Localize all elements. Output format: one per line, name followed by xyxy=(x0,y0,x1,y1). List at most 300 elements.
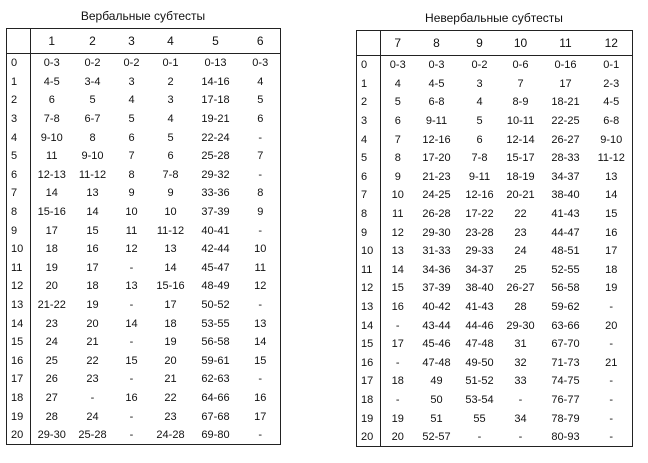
score-range-cell: 14 xyxy=(45,187,58,200)
score-range-cell: 17 xyxy=(605,245,618,258)
score-range-cell: 29-30 xyxy=(506,319,535,332)
score-range-cell: 6 xyxy=(48,94,55,107)
score-range-cell: 2-3 xyxy=(603,77,620,90)
score-range-cell: 12 xyxy=(391,226,404,239)
score-range-cell: 9 xyxy=(167,187,174,200)
score-range-cell: - xyxy=(395,393,400,406)
score-range-cell: 27 xyxy=(45,391,58,404)
score-range-cell: 3 xyxy=(476,77,483,90)
score-range-cell: 37-39 xyxy=(201,206,230,219)
score-range-cell: 80-93 xyxy=(551,431,580,444)
score-range-cell: - xyxy=(129,373,134,386)
table-row xyxy=(357,223,633,242)
subtest-header: 5 xyxy=(191,29,241,54)
score-range-cell: 13 xyxy=(86,187,99,200)
score-range-cell: 14 xyxy=(125,317,138,330)
score-range-cell: 14 xyxy=(164,261,177,274)
score-range-cell: - xyxy=(258,373,263,386)
score-range-cell: 29-30 xyxy=(37,429,66,442)
score-range-cell: 28-33 xyxy=(551,152,580,165)
score-range-cell: 12-13 xyxy=(37,168,66,181)
score-range-cell: 0-3 xyxy=(428,59,445,72)
score-range-cell: 18 xyxy=(605,263,618,276)
score-range-cell: 38-40 xyxy=(551,189,580,202)
score-range-cell: 25-28 xyxy=(201,150,230,163)
score-range-cell: 26 xyxy=(45,373,58,386)
score-range-cell: 7 xyxy=(394,133,401,146)
score-range-cell: 9-10 xyxy=(40,131,63,144)
raw-score-cell: 12 xyxy=(357,279,381,298)
score-range-cell: 19 xyxy=(164,336,177,349)
score-range-cell: 3 xyxy=(128,75,135,88)
table-row xyxy=(7,389,281,408)
score-range-cell: 13 xyxy=(391,245,404,258)
score-range-cell: - xyxy=(609,393,614,406)
raw-score-cell: 5 xyxy=(357,149,381,168)
score-range-cell: 40-42 xyxy=(422,301,451,314)
score-range-cell: 0-2 xyxy=(84,57,101,70)
score-range-cell: 32 xyxy=(514,356,527,369)
score-range-cell: 6 xyxy=(476,133,483,146)
score-range-cell: - xyxy=(129,336,134,349)
score-range-cell: - xyxy=(90,391,95,404)
score-range-cell: 37-39 xyxy=(422,282,451,295)
table-row xyxy=(7,184,281,203)
score-range-cell: 0-2 xyxy=(471,59,488,72)
score-range-cell: 9-10 xyxy=(81,150,104,163)
score-range-cell: 20 xyxy=(605,319,618,332)
raw-score-cell: 3 xyxy=(357,112,381,131)
raw-score-cell: 10 xyxy=(7,240,31,259)
raw-score-cell: 2 xyxy=(357,93,381,112)
score-range-cell: 5 xyxy=(257,94,264,107)
raw-score-cell: 7 xyxy=(357,186,381,205)
score-range-cell: 38-40 xyxy=(465,282,494,295)
table-row xyxy=(7,259,281,278)
score-range-cell: 52-57 xyxy=(422,431,451,444)
score-range-cell: 11 xyxy=(46,150,58,163)
score-range-cell: 51 xyxy=(430,412,443,425)
score-range-cell: 24-25 xyxy=(422,189,451,202)
score-range-cell: 0-3 xyxy=(389,59,406,72)
score-range-cell: 28 xyxy=(514,301,527,314)
table-row xyxy=(357,149,633,168)
raw-score-cell: 11 xyxy=(7,259,31,278)
raw-score-cell: 0 xyxy=(357,56,381,75)
score-range-cell: 41-43 xyxy=(465,301,494,314)
table-row xyxy=(357,372,633,391)
score-range-cell: 17 xyxy=(391,338,404,351)
score-range-cell: 11-12 xyxy=(156,224,185,237)
table-row xyxy=(7,352,281,371)
score-range-cell: 13 xyxy=(605,170,618,183)
score-range-cell: 15-16 xyxy=(156,280,185,293)
score-range-cell: 14 xyxy=(254,336,267,349)
score-range-cell: 16 xyxy=(86,243,99,256)
score-range-cell: 17 xyxy=(559,77,572,90)
raw-score-cell: 20 xyxy=(7,426,31,445)
score-range-cell: 45-46 xyxy=(422,338,451,351)
raw-score-cell: 7 xyxy=(7,184,31,203)
score-range-cell: 25-28 xyxy=(78,429,107,442)
score-range-cell: 2 xyxy=(167,75,174,88)
score-range-cell: 59-61 xyxy=(201,354,230,367)
header-row xyxy=(357,31,633,56)
subtest-header: 11 xyxy=(541,31,591,56)
nonverbal-table-body xyxy=(357,56,633,447)
score-range-cell: 34-37 xyxy=(551,170,580,183)
verbal-subtests-table xyxy=(6,28,281,445)
score-range-cell: 4 xyxy=(128,94,135,107)
score-range-cell: 4-5 xyxy=(603,96,620,109)
score-range-cell: 20 xyxy=(391,431,404,444)
score-range-cell: 29-32 xyxy=(201,168,230,181)
score-range-cell: 50-52 xyxy=(201,299,230,312)
table-row xyxy=(7,296,281,315)
score-range-cell: 7-8 xyxy=(43,113,60,126)
score-range-cell: - xyxy=(129,299,134,312)
table-row xyxy=(357,279,633,298)
subtest-header: 1 xyxy=(31,29,73,54)
score-range-cell: 33-36 xyxy=(201,187,230,200)
score-range-cell: 56-58 xyxy=(551,282,580,295)
score-range-cell: 59-62 xyxy=(551,301,580,314)
score-range-cell: 11 xyxy=(392,208,404,221)
table-row xyxy=(357,205,633,224)
raw-score-cell: 13 xyxy=(357,298,381,317)
score-range-cell: 15 xyxy=(391,282,404,295)
table-row xyxy=(357,56,633,75)
score-range-cell: 5 xyxy=(128,113,135,126)
subtest-header: 3 xyxy=(113,29,151,54)
score-range-cell: 44-47 xyxy=(551,226,580,239)
score-range-cell: 13 xyxy=(125,280,138,293)
score-range-cell: 23 xyxy=(45,317,58,330)
score-range-cell: 14 xyxy=(605,189,618,202)
raw-score-cell: 19 xyxy=(7,407,31,426)
score-range-cell: 4-5 xyxy=(428,77,445,90)
table-row xyxy=(357,112,633,131)
score-range-cell: 25 xyxy=(45,354,58,367)
table-row xyxy=(7,54,281,73)
score-range-cell: 17-22 xyxy=(465,208,494,221)
raw-score-cell: 14 xyxy=(357,316,381,335)
score-range-cell: 17 xyxy=(45,224,58,237)
score-range-cell: 11 xyxy=(254,261,266,274)
score-range-cell: 6-8 xyxy=(428,96,445,109)
raw-score-cell: 4 xyxy=(357,130,381,149)
raw-score-cell: 6 xyxy=(7,166,31,185)
score-range-cell: 15 xyxy=(605,208,618,221)
score-range-cell: 6-8 xyxy=(603,115,620,128)
table-row xyxy=(357,242,633,261)
subtest-header: 6 xyxy=(241,29,281,54)
score-range-cell: 56-58 xyxy=(201,336,230,349)
raw-score-cell: 13 xyxy=(7,296,31,315)
score-range-cell: 49-50 xyxy=(465,356,494,369)
score-range-cell: - xyxy=(258,224,263,237)
score-range-cell: 69-80 xyxy=(201,429,230,442)
score-range-cell: 18 xyxy=(391,375,404,388)
score-range-cell: 15-16 xyxy=(37,206,66,219)
score-range-cell: 4 xyxy=(394,77,401,90)
table-row xyxy=(7,110,281,129)
score-range-cell: 67-68 xyxy=(201,410,230,423)
score-range-cell: 31 xyxy=(514,338,527,351)
raw-score-cell: 8 xyxy=(357,205,381,224)
score-range-cell: 17 xyxy=(164,299,177,312)
raw-score-cell: 16 xyxy=(7,352,31,371)
score-range-cell: 5 xyxy=(476,115,483,128)
score-range-cell: 53-55 xyxy=(201,317,230,330)
score-range-cell: 53-54 xyxy=(465,393,494,406)
score-range-cell: 8 xyxy=(128,168,135,181)
score-range-cell: 21 xyxy=(164,373,177,386)
score-range-cell: 12 xyxy=(254,280,267,293)
score-range-cell: 5 xyxy=(167,131,174,144)
score-range-cell: 55 xyxy=(473,412,486,425)
score-range-cell: 45-47 xyxy=(201,261,230,274)
nonverbal-panel xyxy=(356,10,632,452)
raw-score-cell: 17 xyxy=(7,370,31,389)
table-row xyxy=(357,298,633,317)
score-range-cell: 22 xyxy=(164,391,177,404)
score-range-cell: - xyxy=(609,412,614,425)
score-range-cell: 24 xyxy=(86,410,99,423)
score-range-cell: 16 xyxy=(254,391,267,404)
score-range-cell: 42-44 xyxy=(201,243,230,256)
score-range-cell: - xyxy=(258,131,263,144)
table-row xyxy=(357,261,633,280)
raw-score-cell: 19 xyxy=(357,409,381,428)
score-range-cell: 16 xyxy=(605,226,618,239)
score-range-cell: 49 xyxy=(430,375,443,388)
raw-score-cell: 9 xyxy=(7,221,31,240)
score-range-cell: 22 xyxy=(514,208,527,221)
raw-score-cell: 9 xyxy=(357,223,381,242)
score-range-cell: 47-48 xyxy=(422,356,451,369)
raw-score-cell: 11 xyxy=(357,261,381,280)
score-range-cell: 50 xyxy=(430,393,443,406)
score-range-cell: 34-36 xyxy=(422,263,451,276)
score-range-cell: 12-16 xyxy=(465,189,494,202)
score-range-cell: 14 xyxy=(86,206,99,219)
score-range-cell: 10-11 xyxy=(506,115,535,128)
score-range-cell: 6 xyxy=(257,113,264,126)
score-range-cell: 7 xyxy=(257,150,264,163)
score-range-cell: 41-43 xyxy=(551,208,580,221)
score-range-cell: 11-12 xyxy=(597,152,625,165)
raw-score-cell: 15 xyxy=(357,335,381,354)
raw-score-header xyxy=(7,29,31,54)
score-range-cell: 23-28 xyxy=(465,226,494,239)
table-row xyxy=(357,354,633,373)
table-row xyxy=(357,168,633,187)
score-range-cell: 76-77 xyxy=(551,393,580,406)
raw-score-cell: 6 xyxy=(357,168,381,187)
score-range-cell: 6 xyxy=(128,131,135,144)
score-range-cell: 22-24 xyxy=(201,131,230,144)
score-range-cell: 12-14 xyxy=(506,133,535,146)
score-range-cell: 26-27 xyxy=(506,282,535,295)
table-row xyxy=(7,73,281,92)
score-range-cell: 26-27 xyxy=(551,133,580,146)
score-range-cell: 19 xyxy=(391,412,404,425)
table-row xyxy=(7,277,281,296)
score-range-cell: 13 xyxy=(164,243,177,256)
score-range-cell: 40-41 xyxy=(201,224,230,237)
score-range-cell: 20 xyxy=(45,280,58,293)
header-row xyxy=(7,29,281,54)
score-range-cell: 20-21 xyxy=(506,189,535,202)
score-range-cell: 11-12 xyxy=(78,168,107,181)
score-range-cell: 19 xyxy=(605,282,618,295)
score-range-cell: 6 xyxy=(167,150,174,163)
score-range-cell: 5 xyxy=(394,96,401,109)
score-range-cell: 12-16 xyxy=(422,133,451,146)
score-range-cell: 48-49 xyxy=(201,280,230,293)
score-range-cell: 19 xyxy=(86,299,99,312)
subtest-header: 9 xyxy=(459,31,501,56)
verbal-panel xyxy=(6,8,280,458)
score-range-cell: - xyxy=(477,431,482,444)
score-range-cell: 9-10 xyxy=(600,133,623,146)
score-range-cell: - xyxy=(129,261,134,274)
score-range-cell: 20 xyxy=(86,317,99,330)
score-range-cell: 10 xyxy=(254,243,267,256)
score-range-cell: 14-16 xyxy=(201,75,230,88)
score-range-cell: 19-21 xyxy=(201,113,230,126)
score-range-cell: 0-1 xyxy=(162,57,179,70)
score-range-cell: 9 xyxy=(394,170,401,183)
raw-score-header xyxy=(357,31,381,56)
score-range-cell: 18-19 xyxy=(506,170,535,183)
score-range-cell: 10 xyxy=(391,189,404,202)
score-range-cell: - xyxy=(518,431,523,444)
score-range-cell: 18-21 xyxy=(551,96,580,109)
score-range-cell: - xyxy=(258,299,263,312)
raw-score-cell: 5 xyxy=(7,147,31,166)
table-row xyxy=(7,314,281,333)
score-range-cell: 11 xyxy=(125,224,138,237)
score-range-cell: 8-9 xyxy=(512,96,529,109)
score-range-cell: 71-73 xyxy=(551,356,580,369)
raw-score-cell: 12 xyxy=(7,277,31,296)
score-range-cell: 7-8 xyxy=(162,168,179,181)
subtest-header: 7 xyxy=(381,31,415,56)
raw-score-cell: 20 xyxy=(357,428,381,447)
verbal-table-body xyxy=(7,54,281,445)
score-range-cell: 10 xyxy=(125,206,138,219)
raw-score-cell: 4 xyxy=(7,128,31,147)
score-range-cell: 25 xyxy=(514,263,527,276)
subtest-header: 10 xyxy=(501,31,541,56)
score-range-cell: - xyxy=(395,319,400,332)
score-range-cell: - xyxy=(258,429,263,442)
raw-score-cell: 2 xyxy=(7,91,31,110)
score-range-cell: 78-79 xyxy=(551,412,580,425)
score-range-cell: 26-28 xyxy=(422,208,451,221)
score-range-cell: 31-33 xyxy=(422,245,451,258)
score-range-cell: 21 xyxy=(86,336,99,349)
raw-score-cell: 18 xyxy=(357,391,381,410)
score-range-cell: 7-8 xyxy=(471,152,488,165)
score-range-cell: 67-70 xyxy=(551,338,580,351)
score-range-cell: 18 xyxy=(86,280,99,293)
score-range-cell: 15-17 xyxy=(506,152,535,165)
table-row xyxy=(7,91,281,110)
score-range-cell: 0-1 xyxy=(603,59,620,72)
score-range-cell: 4 xyxy=(476,96,483,109)
raw-score-cell: 1 xyxy=(357,75,381,94)
score-range-cell: 7 xyxy=(517,77,524,90)
nonverbal-table-header xyxy=(357,31,633,56)
table-row xyxy=(357,130,633,149)
table-row xyxy=(7,166,281,185)
score-range-cell: 7 xyxy=(128,150,135,163)
score-range-cell: 21 xyxy=(605,356,618,369)
score-range-cell: - xyxy=(609,431,614,444)
score-range-cell: 13 xyxy=(254,317,267,330)
table-row xyxy=(7,333,281,352)
raw-score-cell: 1 xyxy=(7,73,31,92)
score-range-cell: 34-37 xyxy=(465,263,494,276)
score-range-cell: 44-46 xyxy=(465,319,494,332)
score-range-cell: 9-11 xyxy=(468,170,491,183)
subtest-header: 12 xyxy=(591,31,633,56)
score-range-cell: 23 xyxy=(86,373,99,386)
score-range-cell: 9 xyxy=(128,187,135,200)
score-range-cell: 0-3 xyxy=(252,57,269,70)
score-range-cell: 18 xyxy=(45,243,58,256)
score-range-cell: - xyxy=(258,168,263,181)
score-range-cell: 17-20 xyxy=(422,152,451,165)
table-row xyxy=(357,428,633,447)
table-row xyxy=(7,240,281,259)
raw-score-cell: 8 xyxy=(7,203,31,222)
score-range-cell: 18 xyxy=(164,317,177,330)
table-row xyxy=(7,128,281,147)
score-range-cell: - xyxy=(129,410,134,423)
score-range-cell: - xyxy=(129,429,134,442)
score-range-cell: 0-16 xyxy=(554,59,577,72)
raw-score-cell: 16 xyxy=(357,354,381,373)
table-row xyxy=(357,75,633,94)
score-range-cell: 63-66 xyxy=(551,319,580,332)
score-range-cell: 3 xyxy=(167,94,174,107)
score-range-cell: 48-51 xyxy=(551,245,580,258)
score-range-cell: 22-25 xyxy=(551,115,580,128)
score-range-cell: 15 xyxy=(254,354,267,367)
score-range-cell: 24 xyxy=(45,336,58,349)
score-range-cell: 0-3 xyxy=(43,57,60,70)
score-range-cell: - xyxy=(518,393,523,406)
score-range-cell: 23 xyxy=(514,226,527,239)
score-range-cell: 6 xyxy=(394,115,401,128)
score-range-cell: 51-52 xyxy=(465,375,494,388)
score-range-cell: 43-44 xyxy=(422,319,451,332)
score-range-cell: 21-23 xyxy=(422,170,451,183)
score-range-cell: 4 xyxy=(257,75,264,88)
score-range-cell: 0-13 xyxy=(204,57,227,70)
score-range-cell: - xyxy=(609,375,614,388)
table-row xyxy=(7,221,281,240)
score-range-cell: 15 xyxy=(125,354,138,367)
score-range-cell: 64-66 xyxy=(201,391,230,404)
score-range-cell: 29-33 xyxy=(465,245,494,258)
table-row xyxy=(357,391,633,410)
score-range-cell: 17-18 xyxy=(201,94,230,107)
